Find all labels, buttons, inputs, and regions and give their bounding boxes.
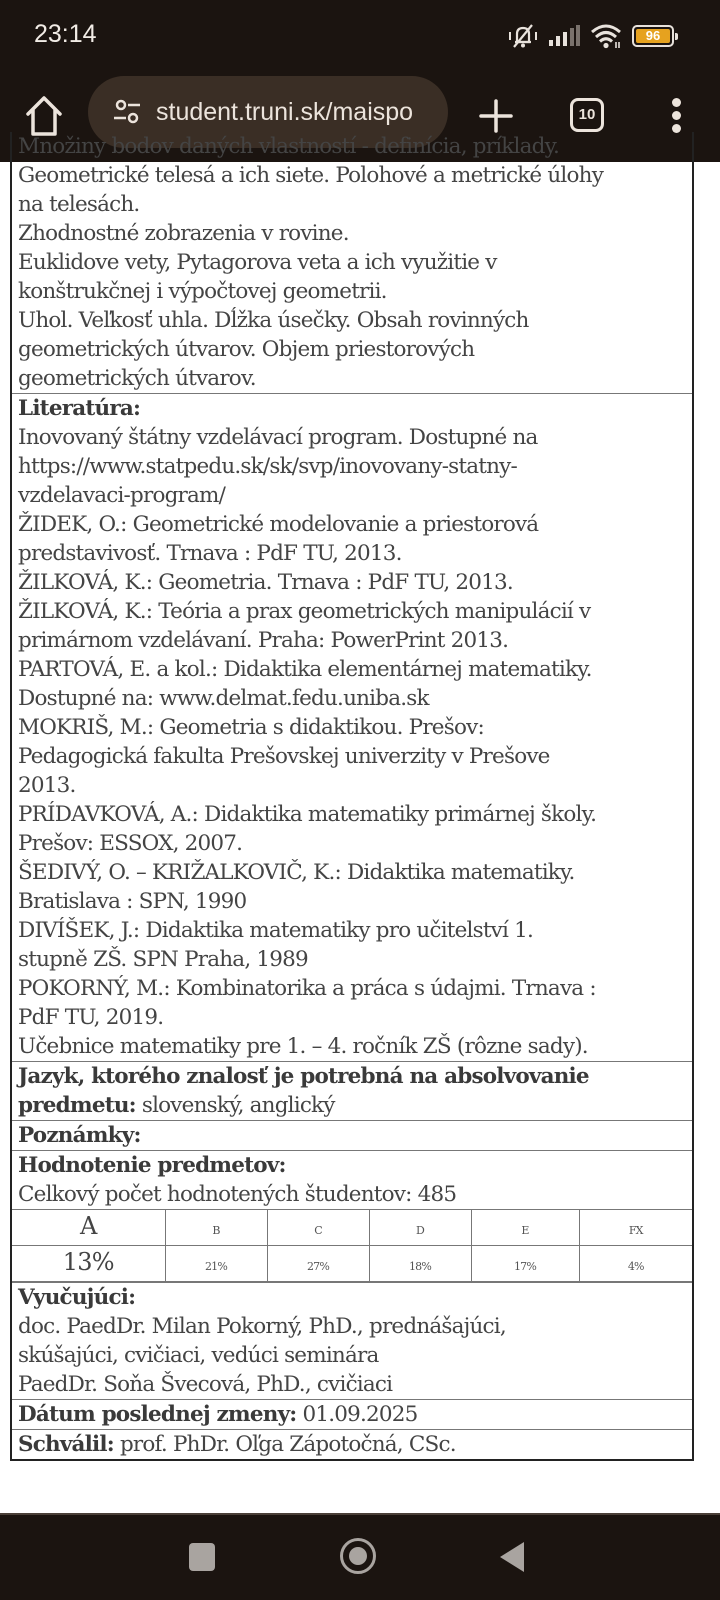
more-menu-icon[interactable] bbox=[664, 96, 688, 136]
evaluation-label: Hodnotenie predmetov: bbox=[18, 1153, 286, 1178]
language-label: Jazyk, ktorého znalosť je potrebná na absolvovanie bbox=[18, 1064, 589, 1089]
language-value: slovenský, anglický bbox=[135, 1093, 335, 1118]
syllabus-line: Geometrické telesá a ich siete. Polohové a metrické úlohy bbox=[18, 163, 604, 188]
literature-item-line: 2013. bbox=[18, 773, 76, 798]
site-settings-icon[interactable] bbox=[112, 97, 142, 127]
literature-label: Literatúra: bbox=[18, 396, 141, 421]
syllabus-line: Množiny bodov daných vlastností - definícia, príklady. bbox=[18, 134, 560, 159]
literature-item-line: Bratislava : SPN, 1990 bbox=[18, 889, 247, 914]
wifi-icon bbox=[590, 23, 622, 49]
teacher-line: PaedDr. Soňa Švecová, PhD., cvičiaci bbox=[18, 1372, 393, 1397]
system-nav-bar bbox=[0, 1513, 720, 1600]
teacher-line: skúšajúci, cvičiaci, vedúci seminára bbox=[18, 1343, 379, 1368]
status-bar bbox=[0, 0, 720, 72]
syllabus-line: Euklidove vety, Pytagorova veta a ich využitie v bbox=[18, 250, 497, 275]
literature-item-line: predstavivosť. Trnava : PdF TU, 2013. bbox=[18, 541, 402, 566]
grade-letter-cell: A bbox=[12, 1210, 165, 1246]
status-icons bbox=[508, 22, 674, 50]
menu-dot bbox=[672, 111, 681, 120]
tab-switcher-button[interactable]: 10 bbox=[570, 98, 604, 132]
literature-item-line: Inovovaný štátny vzdelávací program. Dostupné na bbox=[18, 425, 538, 450]
grade-percent-cell: 17% bbox=[471, 1246, 579, 1282]
literature-item-line: PARTOVÁ, E. a kol.: Didaktika elementárnej matematiky. bbox=[18, 657, 592, 682]
literature-item-line: vzdelavaci-program/ bbox=[18, 483, 226, 508]
syllabus-line: Zhodnostné zobrazenia v rovine. bbox=[18, 221, 349, 246]
muted-vibrate-icon bbox=[508, 22, 538, 50]
page-content bbox=[0, 134, 720, 1512]
syllabus-line: geometrických útvarov. bbox=[18, 366, 256, 391]
language-label-2: predmetu: bbox=[18, 1093, 136, 1118]
grades-table bbox=[12, 1209, 692, 1282]
literature-item-line: MOKRIŠ, M.: Geometria s didaktikou. Prešov: bbox=[18, 715, 484, 740]
literature-item-line: ŽIDEK, O.: Geometrické modelovanie a priestorová bbox=[18, 512, 539, 537]
literature-section bbox=[12, 394, 692, 1062]
grade-letter-cell: D bbox=[369, 1210, 471, 1246]
status-time: 23:14 bbox=[34, 20, 97, 48]
grade-letter-cell: FX bbox=[579, 1210, 692, 1246]
grade-letters-row bbox=[12, 1210, 692, 1246]
recents-icon[interactable] bbox=[189, 1543, 215, 1571]
grade-percents-row bbox=[12, 1246, 692, 1282]
battery-icon bbox=[632, 25, 674, 47]
literature-item-line: Prešov: ESSOX, 2007. bbox=[18, 831, 243, 856]
literature-item-line: PRÍDAVKOVÁ, A.: Didaktika matematiky primárnej školy. bbox=[18, 802, 597, 827]
new-tab-icon[interactable] bbox=[476, 96, 516, 136]
grade-percent-cell: 21% bbox=[165, 1246, 267, 1282]
teachers-label: Vyučujúci: bbox=[18, 1285, 136, 1310]
literature-item-line: primárnom vzdelávaní. Praha: PowerPrint 2013. bbox=[18, 628, 509, 653]
literature-item-line: ŠEDIVÝ, O. – KRIŽALKOVIČ, K.: Didaktika matematiky. bbox=[18, 860, 575, 885]
literature-list bbox=[18, 423, 686, 1061]
syllabus-line: Uhol. Veľkosť uhla. Dĺžka úsečky. Obsah rovinných bbox=[18, 308, 529, 333]
last-change-label: Dátum poslednej zmeny: bbox=[18, 1402, 297, 1427]
approved-label: Schválil: bbox=[18, 1432, 114, 1457]
approved-value: prof. PhDr. Oľga Zápotočná, CSc. bbox=[113, 1432, 456, 1457]
literature-item-line: Učebnice matematiky pre 1. – 4. ročník ZŠ (rôzne sady). bbox=[18, 1034, 588, 1059]
literature-item-line: Dostupné na: www.delmat.fedu.uniba.sk bbox=[18, 686, 429, 711]
home-circle-icon[interactable] bbox=[340, 1538, 376, 1574]
grade-percent-cell: 27% bbox=[267, 1246, 369, 1282]
battery-level: 96 bbox=[636, 29, 670, 43]
literature-item-line: PdF TU, 2019. bbox=[18, 1005, 164, 1030]
notes-section bbox=[12, 1121, 692, 1151]
syllabus-line: konštrukčnej i výpočtovej geometrii. bbox=[18, 279, 387, 304]
teachers-section bbox=[12, 1283, 692, 1400]
last-change-value: 01.09.2025 bbox=[296, 1402, 418, 1427]
grade-percent-cell: 18% bbox=[369, 1246, 471, 1282]
home-dot bbox=[349, 1547, 367, 1565]
back-icon[interactable] bbox=[500, 1542, 524, 1572]
grade-letter-cell: B bbox=[165, 1210, 267, 1246]
literature-item-line: DIVÍŠEK, J.: Didaktika matematiky pro učitelství 1. bbox=[18, 918, 534, 943]
signal-icon bbox=[548, 25, 580, 47]
grade-percent-cell: 13% bbox=[12, 1246, 165, 1282]
evaluation-total: Celkový počet hodnotených študentov: 485 bbox=[18, 1182, 457, 1207]
syllabus-line: na telesách. bbox=[18, 192, 140, 217]
approved-section bbox=[12, 1430, 692, 1459]
literature-item-line: stupně ZŠ. SPN Praha, 1989 bbox=[18, 947, 308, 972]
syllabus-line: geometrických útvarov. Objem priestorových bbox=[18, 337, 475, 362]
language-section bbox=[12, 1062, 692, 1121]
grade-letter-cell: E bbox=[471, 1210, 579, 1246]
literature-item-line: POKORNÝ, M.: Kombinatorika a práca s údajmi. Trnava : bbox=[18, 976, 596, 1001]
literature-item-line: Pedagogická fakulta Prešovskej univerzity v Prešove bbox=[18, 744, 550, 769]
literature-item-line: ŽILKOVÁ, K.: Teória a prax geometrických manipulácií v bbox=[18, 599, 591, 624]
literature-item-line: ŽILKOVÁ, K.: Geometria. Trnava : PdF TU, 2013. bbox=[18, 570, 513, 595]
menu-dot bbox=[672, 98, 681, 107]
teachers-list bbox=[18, 1312, 686, 1399]
course-info-table bbox=[10, 132, 694, 1461]
evaluation-section bbox=[12, 1151, 692, 1283]
teacher-line: doc. PaedDr. Milan Pokorný, PhD., prednášajúci, bbox=[18, 1314, 506, 1339]
grade-percent-cell: 4% bbox=[579, 1246, 692, 1282]
literature-item-line: https://www.statpedu.sk/sk/svp/inovovany-statny- bbox=[18, 454, 517, 479]
url-text[interactable]: student.truni.sk/maispo bbox=[156, 97, 414, 126]
last-change-section bbox=[12, 1400, 692, 1430]
grade-letter-cell: C bbox=[267, 1210, 369, 1246]
notes-label: Poznámky: bbox=[18, 1123, 141, 1148]
syllabus-section bbox=[12, 132, 692, 394]
